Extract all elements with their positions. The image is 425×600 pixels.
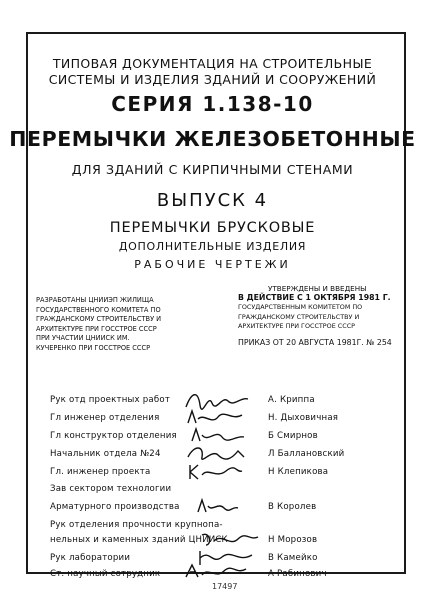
- signatory-row: [50, 498, 410, 518]
- signatory-name: Л Баллановский: [268, 449, 345, 459]
- signatory-role: нельных и каменных зданий ЦНИИСК: [50, 535, 228, 545]
- signatory-name: Б Смирнов: [268, 431, 318, 441]
- signatory-role: Арматурного производства: [50, 502, 180, 512]
- approval-order: ПРИКАЗ ОТ 20 АВГУСТА 1981Г. № 254: [238, 337, 392, 347]
- signatory-role: Ст. научный сотрудник: [50, 569, 161, 579]
- signatory-name: Н. Дыховичная: [268, 413, 339, 423]
- developer-line: АРХИТЕКТУРЕ ПРИ ГОССТРОЕ СССР: [36, 324, 157, 333]
- developer-line: РАЗРАБОТАНЫ ЦНИИЭП ЖИЛИЩА: [36, 296, 154, 304]
- approval-line: В ДЕЙСТВИЕ С 1 ОКТЯБРЯ 1981 Г.: [238, 293, 391, 302]
- section-title: ПЕРЕМЫЧКИ БРУСКОВЫЕ: [109, 220, 316, 236]
- developer-line: ПРИ УЧАСТИИ ЦНИИСК ИМ.: [36, 334, 130, 343]
- series-title: СЕРИЯ 1.138-10: [111, 92, 314, 116]
- signatory-role: Гл. инженер проекта: [50, 467, 151, 477]
- approval-line: ГОСУДАРСТВЕННЫМ КОМИТЕТОМ ПО: [238, 303, 363, 311]
- header-line-2: СИСТЕМЫ И ИЗДЕЛИЯ ЗДАНИЙ И СООРУЖЕНИЙ: [48, 72, 377, 87]
- signatory-row: [50, 463, 410, 483]
- archive-stamp: 17497: [212, 582, 238, 591]
- signatory-name: В Королев: [268, 502, 317, 512]
- approval-line: УТВЕРЖДЕНЫ И ВВЕДЕНЫ: [268, 284, 367, 293]
- signatory-name: Н Клепикова: [268, 467, 329, 477]
- signatory-name: А Рабинович: [268, 569, 327, 579]
- developer-line: ГОСУДАРСТВЕННОГО КОМИТЕТА ПО: [36, 305, 161, 314]
- developer-line: ГРАЖДАНСКОМУ СТРОИТЕЛЬСТВУ И: [36, 315, 162, 324]
- signatory-name: А. Криппа: [268, 395, 315, 405]
- signatory-role: Рук лаборатории: [50, 553, 131, 563]
- signatory-role: Гл конструктор отделения: [50, 431, 177, 441]
- note-sector: Зав сектором технологии: [50, 484, 172, 494]
- signatory-role: Начальник отдела №24: [50, 449, 161, 459]
- header-line-1: ТИПОВАЯ ДОКУМЕНТАЦИЯ НА СТРОИТЕЛЬНЫЕ: [52, 56, 373, 71]
- signatory-role: Рук отд проектных работ: [50, 395, 171, 405]
- developer-block: [36, 296, 216, 354]
- signature-icon: [182, 494, 252, 520]
- section-subtitle: ДОПОЛНИТЕЛЬНЫЕ ИЗДЕЛИЯ: [118, 240, 307, 253]
- approval-line: АРХИТЕКТУРЕ ПРИ ГОССТРОЕ СССР: [238, 322, 356, 331]
- note-department: Рук отделения прочности крупнопа-: [50, 520, 223, 530]
- document-subtitle: ДЛЯ ЗДАНИЙ С КИРПИЧНЫМИ СТЕНАМИ: [71, 162, 354, 177]
- issue-number: ВЫПУСК 4: [156, 190, 269, 211]
- approval-line: ГРАЖДАНСКОМУ СТРОИТЕЛЬСТВУ И: [238, 312, 360, 321]
- drawings-label: РАБОЧИЕ ЧЕРТЕЖИ: [134, 258, 291, 271]
- developer-line: КУЧЕРЕНКО ПРИ ГОССТРОЕ СССР: [36, 343, 151, 352]
- approval-block: [238, 284, 408, 347]
- signatory-name: Н Морозов: [268, 535, 318, 545]
- signatory-role: Гл инженер отделения: [50, 413, 160, 423]
- signatory-name: В Камейко: [268, 553, 318, 563]
- signature-icon: [182, 459, 252, 485]
- document-title: ПЕРЕМЫЧКИ ЖЕЛЕЗОБЕТОННЫЕ: [9, 127, 416, 151]
- signature-icon: [182, 561, 252, 583]
